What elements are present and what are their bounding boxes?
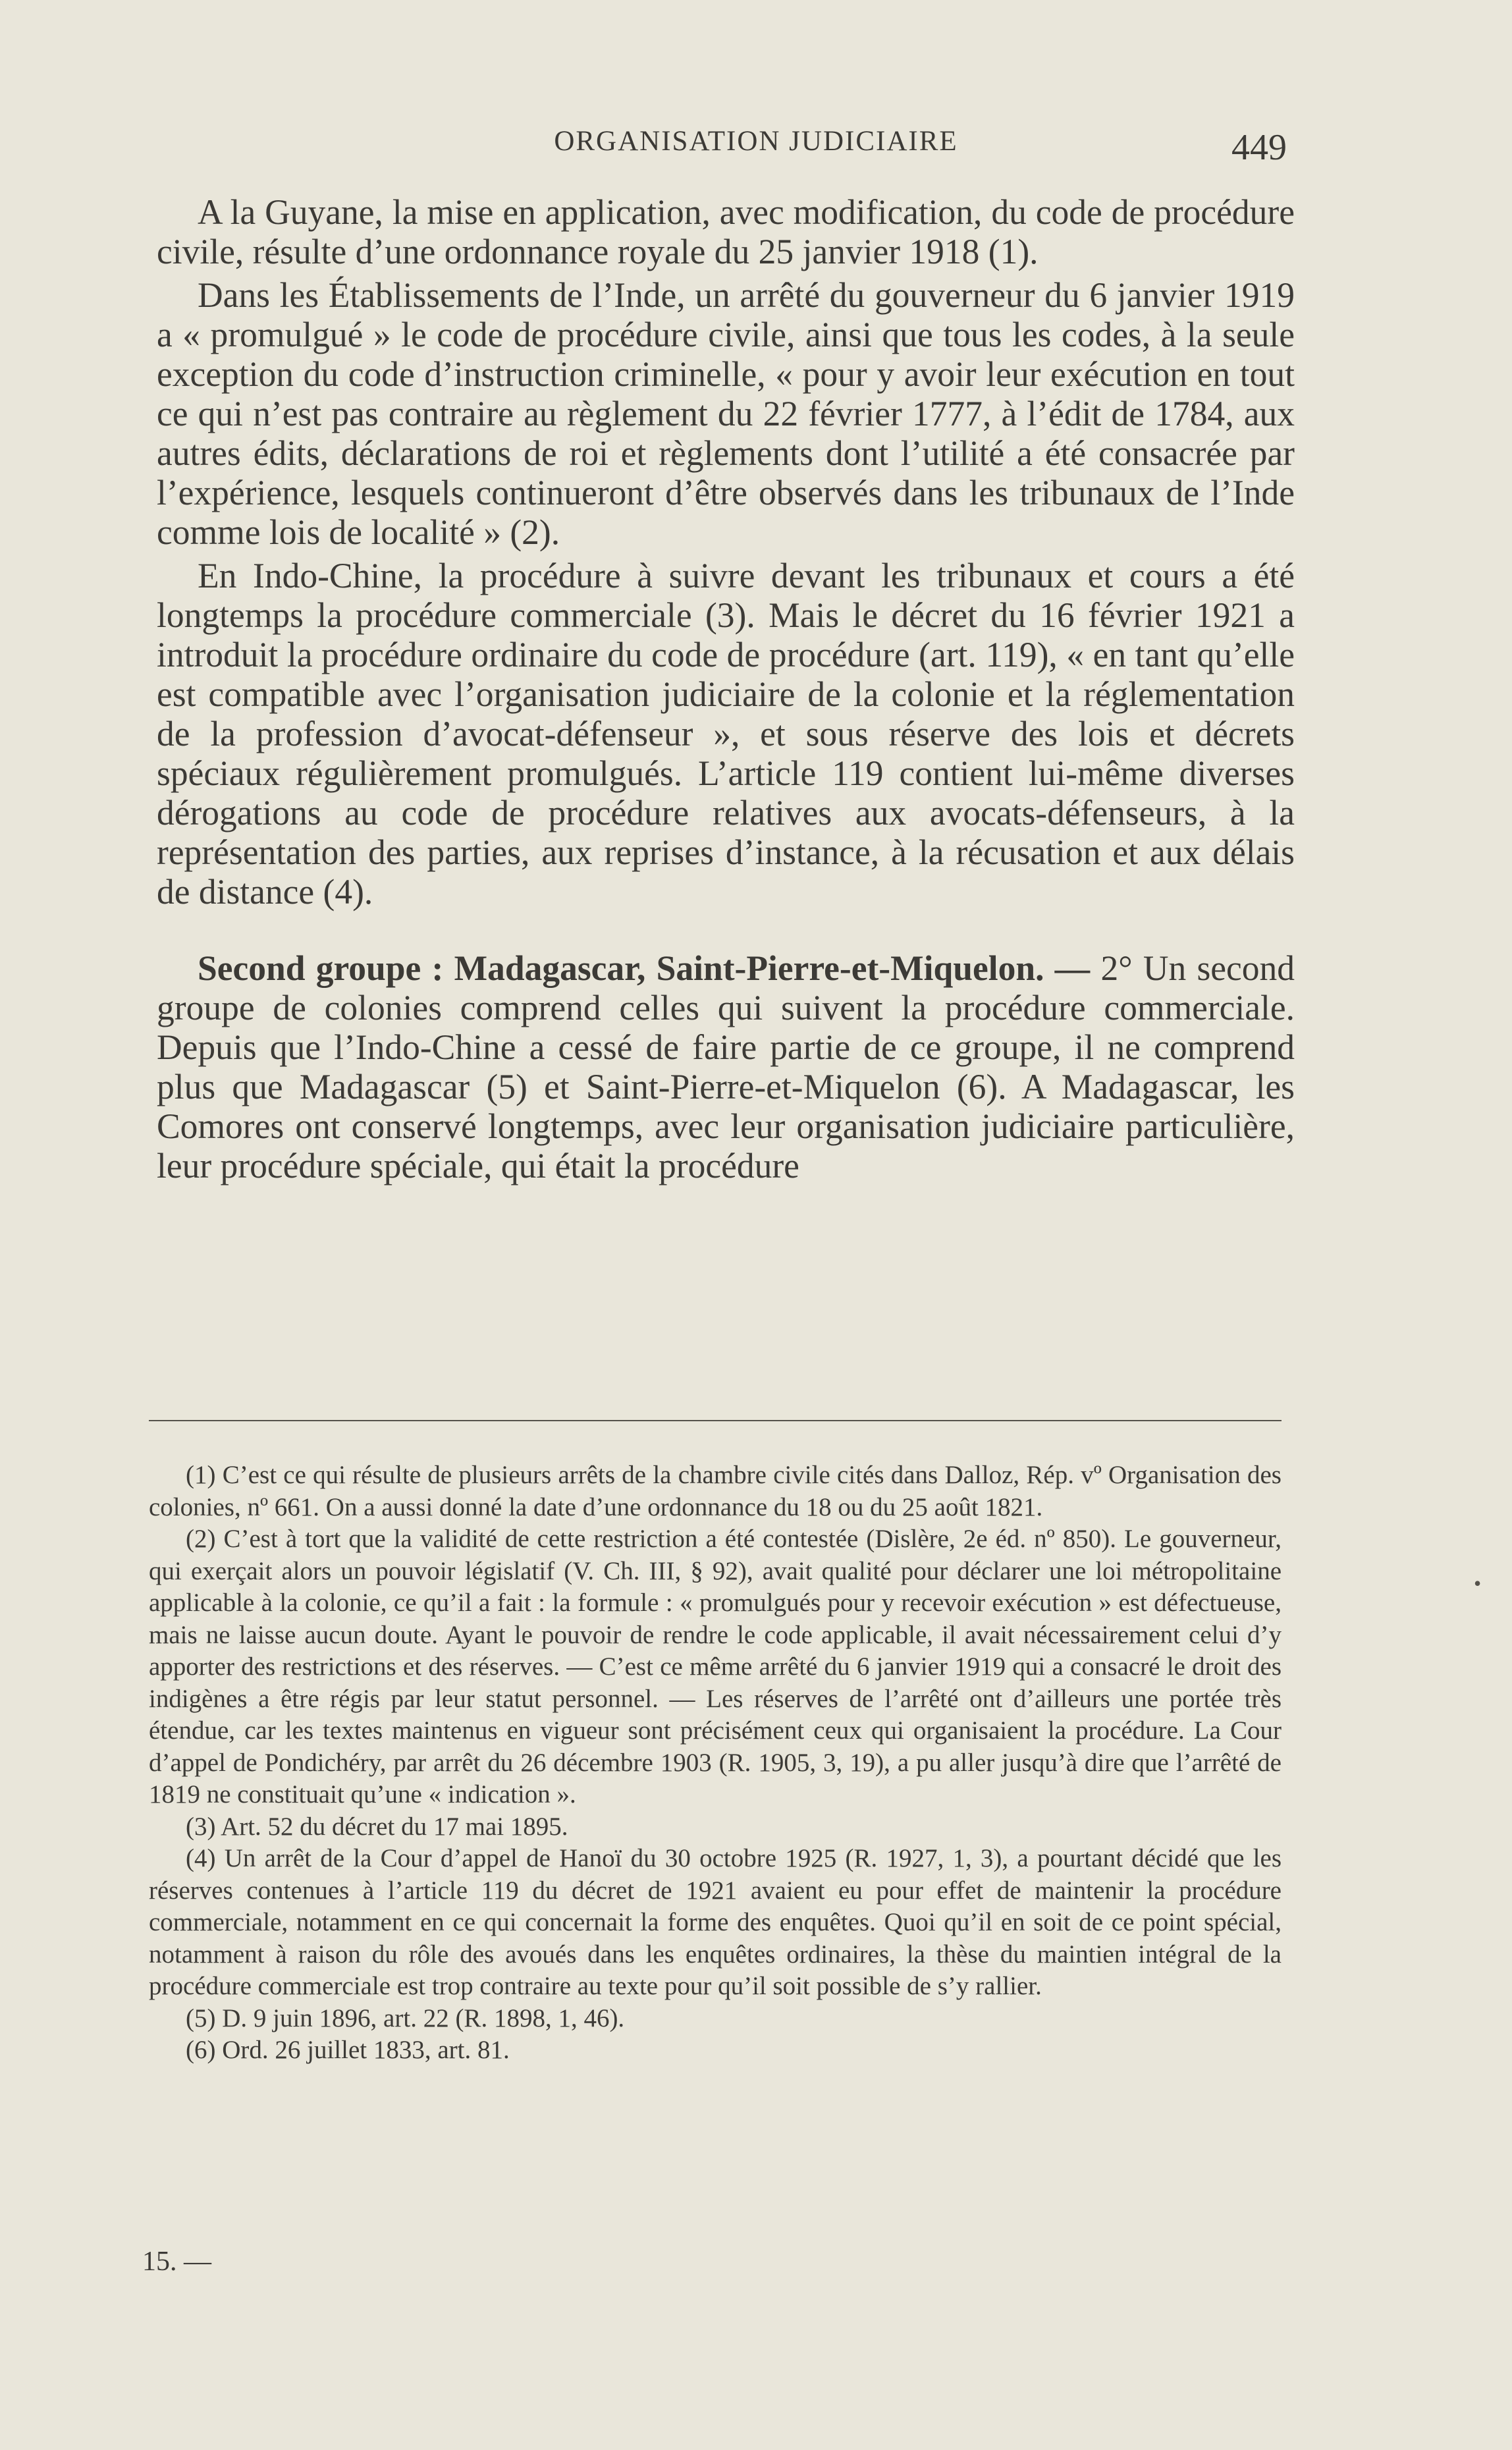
footnote-separator <box>149 1420 1282 1421</box>
running-header-title: ORGANISATION JUDICIAIRE <box>554 126 958 157</box>
margin-mark: • <box>1474 1571 1482 1595</box>
footnote-1: (1) C’est ce qui résulte de plusieurs arrêts de la chambre civile cités dans Dalloz, Rép. vº Organisation des colonies, nº 661. On a aussi donné la date d’une ordonnance du 18 ou du 25 août 1821. <box>149 1461 1282 1521</box>
paragraph-inde: Dans les Établissements de l’Inde, un arrêté du gouverneur du 6 janvier 1919 a « promulgué » le code de procédure civile, ainsi que tous les codes, à la seule exception du code d’instruction criminelle, « pour y avoir leur exécution en tout ce qui n’est pas contraire au règlement du 22 février 1777, à l’édit de 1784, aux autres édits, déclarations de roi et règlements dont l’utilité a été consacrée par l’expérience, lesquels continueront d’être observés dans les tribunaux de l’Inde comme lois de localité » (2). <box>157 275 1295 552</box>
page-number: 449 <box>1231 127 1287 168</box>
footnote-4: (4) Un arrêt de la Cour d’appel de Hanoï du 30 octobre 1925 (R. 1927, 1, 3), a pourtant décidé que les réserves contenues à l’article 119 du décret de 1921 avaient eu pour effet de maintenir la procédure commerciale, notamment en ce qui concernait la forme des enquêtes. Quoi qu’il en soit de ce point spécial, notamment à raison du rôle des avoués dans les enquêtes ordinaires, la thèse du maintien intégral de la procédure commerciale est trop contraire au texte pour qu’il soit possible de s’y rallier. <box>149 1844 1282 2000</box>
paragraph-indochine: En Indo-Chine, la procédure à suivre devant les tribunaux et cours a été longtemps la procédure commerciale (3). Mais le décret du 16 février 1921 a introduit la procédure ordinaire du code de procédure (art. 119), « en tant qu’elle est compatible avec l’organisation judiciaire de la colonie et la réglementation de la profession d’avocat-défenseur », et sous réserve des lois et décrets spéciaux régulièrement promulgués. L’article 119 contient lui-même diverses dérogations au code de procédure relatives aux avocats-défenseurs, à la représentation des parties, aux reprises d’instance, à la récusation et aux délais de distance (4). <box>157 556 1295 912</box>
section-heading: Second groupe : Madagascar, Saint-Pierre-et-Miquelon. — <box>198 948 1091 988</box>
paragraph-second-groupe <box>157 948 1295 1185</box>
footnote-2: (2) C’est à tort que la validité de cette restriction a été contestée (Dislère, 2e éd. nº 850). Le gouverneur, qui exerçait alors un pouvoir législatif (V. Ch. III, § 92), avait qualité pour déclarer une loi métropolitaine applicable à la colonie, ce qu’il a fait : la formule : « promulgués pour y recevoir exécution » est défectueuse, mais ne laisse aucun doute. Ayant le pouvoir de rendre le code applicable, il avait nécessairement celui d’y apporter des restrictions et des réserves. — C’est ce même arrêté du 6 janvier 1919 qui a consacré le droit des indigènes a être régis par leur statut personnel. — Les réserves de l’arrêté ont d’ailleurs une portée très étendue, car les textes maintenus en vigueur sont précisément ceux qui organisaient la procédure. La Cour d’appel de Pondichéry, par arrêt du 26 décembre 1903 (R. 1905, 3, 19), a pu aller jusqu’à dire que l’arrêté de 1819 ne constituait qu’une « indication ». <box>149 1525 1282 1809</box>
main-text <box>157 192 1295 1189</box>
footnote-3: (3) Art. 52 du décret du 17 mai 1895. <box>186 1812 568 1841</box>
footnote-5: (5) D. 9 juin 1896, art. 22 (R. 1898, 1, 46). <box>186 2003 625 2032</box>
paragraph-second-groupe-text: 2° Un second groupe de colonies comprend celles qui suivent la procédure commerciale. Depuis que l’Indo-Chine a cessé de faire partie de ce groupe, il ne comprend plus que Madagascar (5) et Saint-Pierre-et-Miquelon (6). A Madagascar, les Comores ont conservé longtemps, avec leur organisation judiciaire particulière, leur procédure spéciale, qui était la procédure <box>157 948 1295 1185</box>
footnotes <box>149 1459 1282 2067</box>
paragraph-guyane: A la Guyane, la mise en application, avec modification, du code de procédure civile, résulte d’une ordonnance royale du 25 janvier 1918 (1). <box>157 192 1295 271</box>
footnote-6: (6) Ord. 26 juillet 1833, art. 81. <box>186 2036 510 2064</box>
printer-signature: 15. — <box>142 2246 211 2277</box>
